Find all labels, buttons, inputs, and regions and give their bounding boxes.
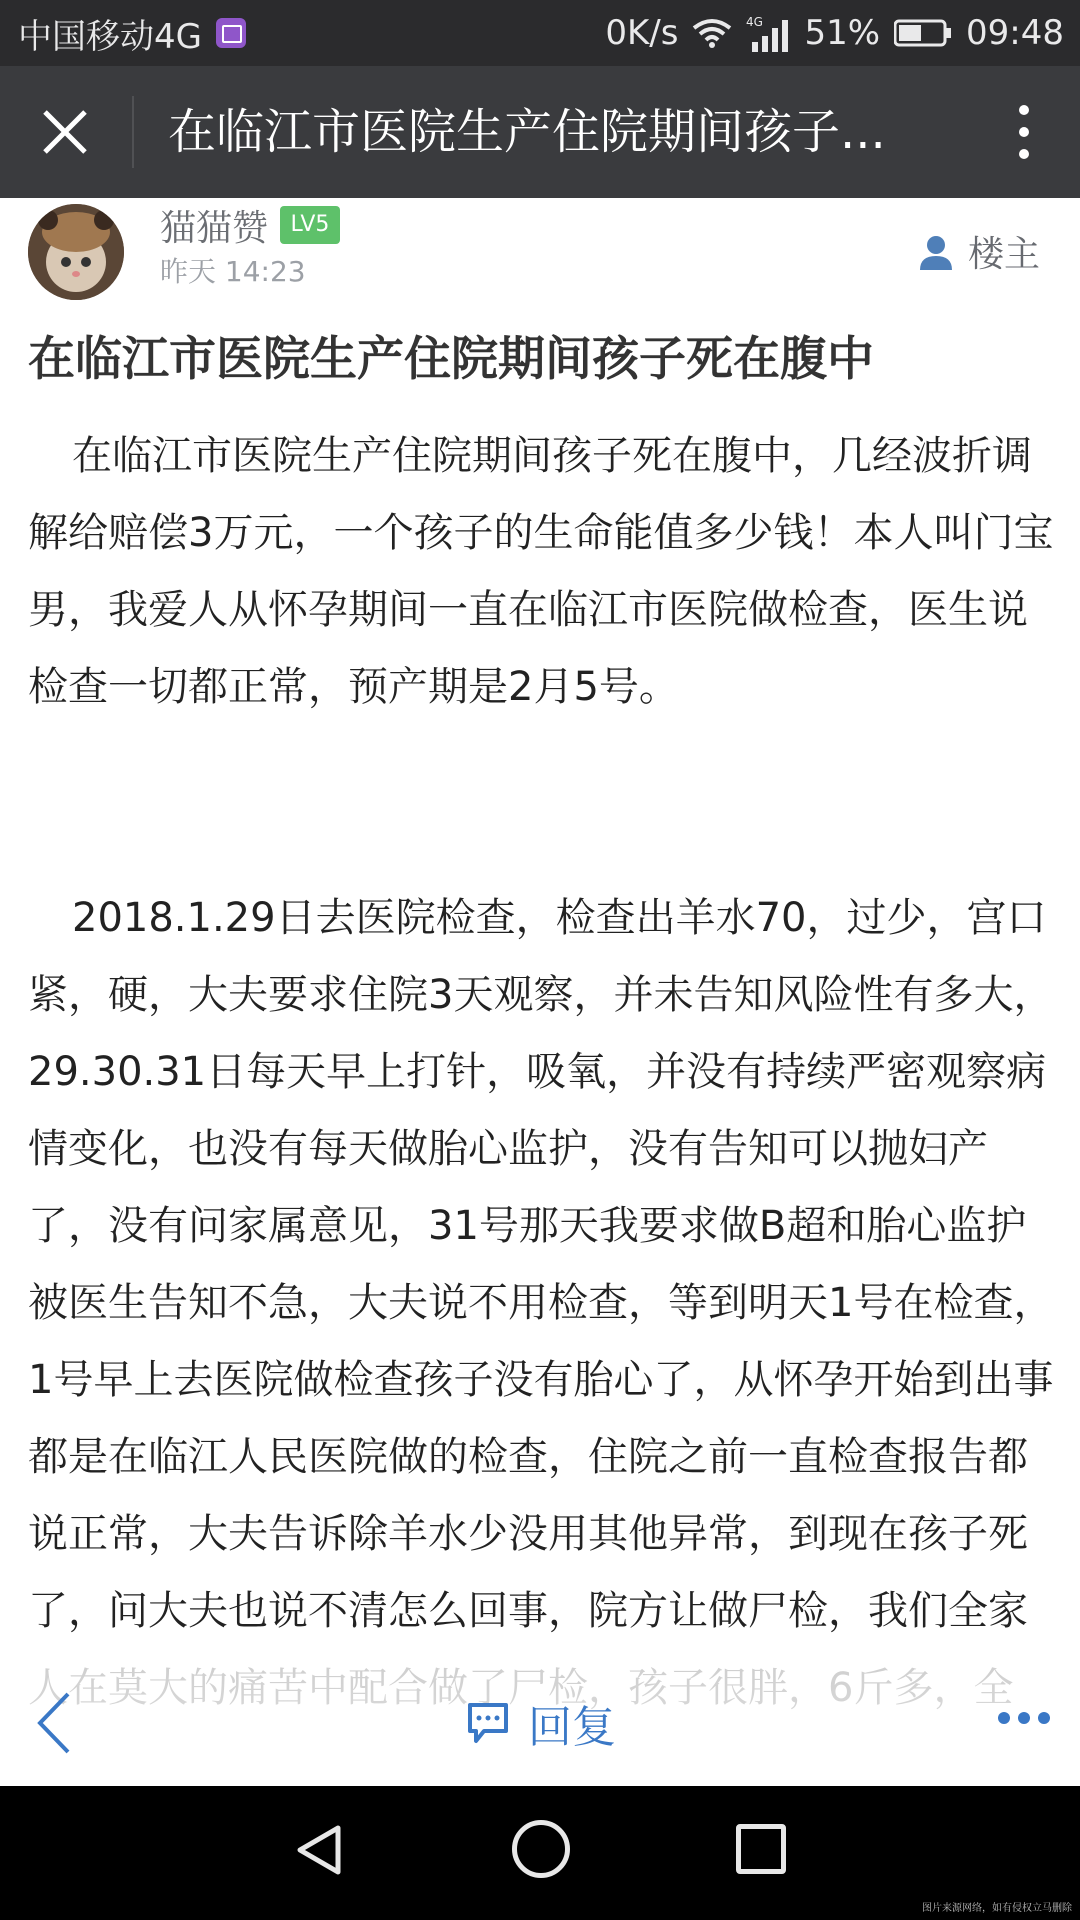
cellular-signal-icon <box>746 14 790 52</box>
gallery-notification-icon <box>216 18 246 48</box>
op-label: 楼主 <box>967 234 1040 275</box>
post-paragraph: 2018.1.29日去医院检查，检查出羊水70，过少，宫口紧，硬，大夫要求住院3天观察，并未告知风险性有多大，29.30.31日每天早上打针，吸氧，并没有持续严密观察病情变化，也没有每天做胎心监护，没有告知可以抛妇产了，没有问家属意见，31号那天我要求做B超和胎心监护被医生告知不急，大夫说不用检查，等到明天1号在检查，1号早上去医院做检查孩子没有胎心了，从怀孕开始到出事都是在临江人民医院做的检查，住院之前一直检查报告都说正常，大夫告诉除羊水少没用其他异常，到现在孩子死了，问大夫也说不清怎么回事，院方让做尸检，我们全家 <box>28 895 1054 1634</box>
close-button[interactable] <box>30 102 100 162</box>
title-divider <box>132 96 134 168</box>
more-dot <box>1038 1712 1050 1724</box>
network-type-label: 4G <box>746 15 764 29</box>
avatar[interactable] <box>28 204 124 300</box>
reply-button[interactable] <box>466 1690 616 1756</box>
close-icon <box>41 108 89 156</box>
reply-label: 回复 <box>528 1702 616 1753</box>
nav-back-icon[interactable] <box>296 1824 342 1876</box>
clock: 09:48 <box>966 13 1064 53</box>
more-dot <box>1019 127 1029 137</box>
battery-icon <box>894 19 952 47</box>
nav-home-icon[interactable] <box>512 1820 570 1878</box>
nav-recents-icon[interactable] <box>736 1824 786 1874</box>
system-nav-bar <box>0 1786 1080 1920</box>
comment-icon <box>466 1701 510 1745</box>
author-name[interactable]: 猫猫赞 <box>160 208 269 249</box>
more-dot <box>1018 1712 1030 1724</box>
op-badge <box>918 226 1040 277</box>
more-dot <box>1019 149 1029 159</box>
page-title: 在临江市医院生产住院期间孩子... <box>168 104 886 160</box>
cat-avatar-icon <box>28 204 124 300</box>
post-body <box>28 418 1054 1727</box>
post-paragraph: 在临江市医院生产住院期间孩子死在腹中，几经波折调解给赔偿3万元，一个孩子的生命能值多少钱！本人叫门宝男，我爱人从怀孕期间一直在临江市医院做检查，医生说检查一切都正常，预产期是2月5号。 <box>28 433 1054 710</box>
post-title: 在临江市医院生产住院期间孩子死在腹中 <box>28 332 874 387</box>
more-actions-button[interactable] <box>998 1712 1050 1724</box>
watermark-text: 图片来源网络，如有侵权立马删除 <box>922 1903 1072 1914</box>
post-timestamp: 昨天 14:23 <box>160 255 306 288</box>
more-vertical-icon <box>1019 105 1029 115</box>
more-options-button[interactable] <box>994 96 1054 168</box>
network-speed: 0K/s <box>605 13 679 53</box>
wifi-icon <box>692 18 732 48</box>
battery-percent: 51% <box>804 13 881 53</box>
bottom-action-bar <box>0 1660 1080 1786</box>
title-bar <box>0 66 1080 198</box>
more-horizontal-icon <box>998 1712 1010 1724</box>
chevron-left-icon <box>30 1688 80 1758</box>
level-badge: LV5 <box>280 206 340 244</box>
carrier-label: 中国移动4G <box>18 16 202 57</box>
paragraph-gap <box>28 726 1054 880</box>
back-button[interactable] <box>30 1688 80 1758</box>
status-bar <box>0 0 1080 66</box>
user-icon <box>918 234 954 270</box>
